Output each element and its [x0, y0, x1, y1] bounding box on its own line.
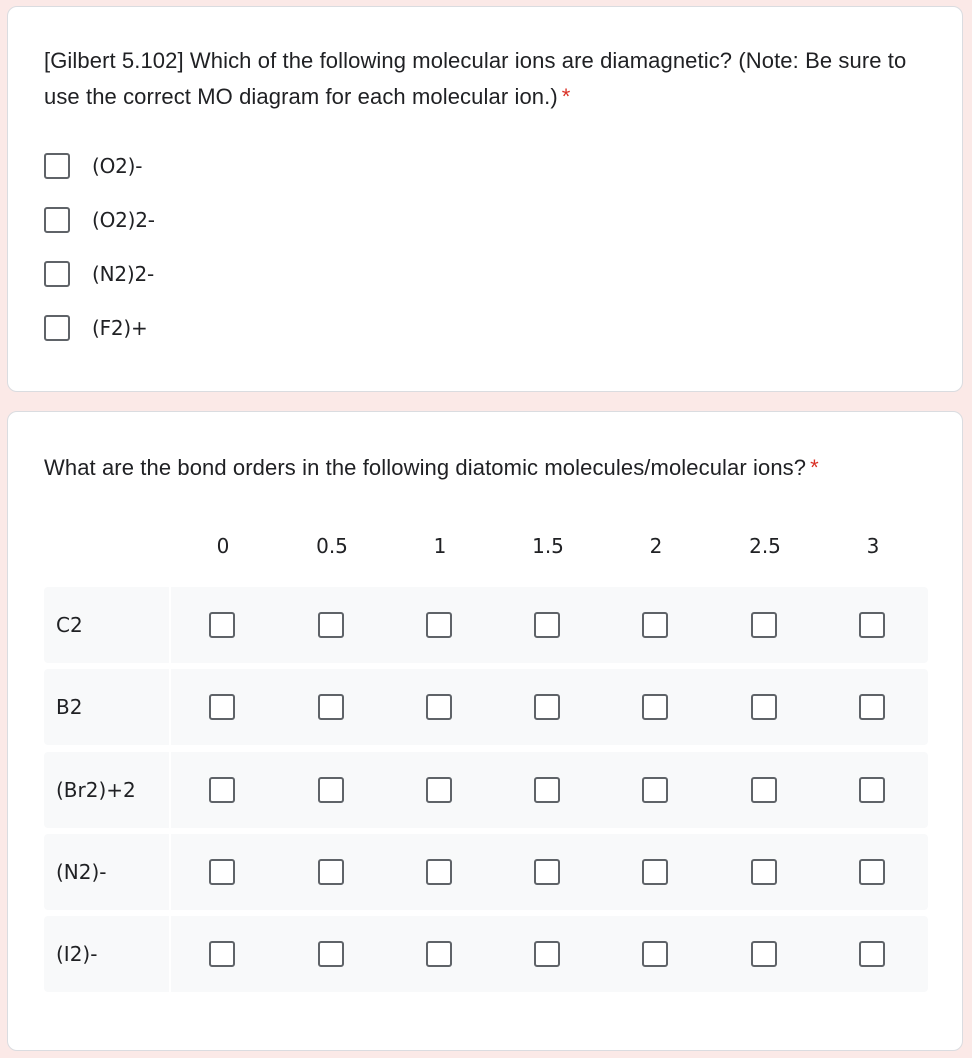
grid-row [44, 669, 928, 745]
grid-checkbox[interactable] [318, 777, 344, 803]
grid-checkbox[interactable] [642, 612, 668, 638]
grid-checkbox[interactable] [751, 694, 777, 720]
checkbox-option[interactable] [44, 149, 142, 183]
checkbox[interactable] [44, 261, 70, 287]
grid-row [44, 834, 928, 910]
grid-checkbox[interactable] [209, 941, 235, 967]
grid-checkbox[interactable] [751, 777, 777, 803]
option-label: (N2)2- [92, 262, 155, 286]
row-label: (Br2)+2 [56, 778, 136, 802]
row-divider [169, 669, 171, 745]
grid-checkbox[interactable] [859, 859, 885, 885]
grid-checkbox[interactable] [426, 777, 452, 803]
grid-checkbox[interactable] [318, 859, 344, 885]
grid-checkbox[interactable] [426, 612, 452, 638]
row-label: (N2)- [56, 860, 107, 884]
checkbox-option[interactable] [44, 203, 155, 237]
grid-checkbox[interactable] [534, 859, 560, 885]
grid-checkbox[interactable] [859, 694, 885, 720]
row-divider [169, 916, 171, 992]
checkbox-option[interactable] [44, 311, 148, 345]
checkbox[interactable] [44, 153, 70, 179]
grid-checkbox[interactable] [318, 941, 344, 967]
question-card-diamagnetic [7, 6, 963, 392]
row-divider [169, 752, 171, 828]
grid-checkbox[interactable] [642, 694, 668, 720]
grid-checkbox[interactable] [426, 859, 452, 885]
column-header: 3 [866, 534, 880, 558]
option-label: (F2)+ [92, 316, 148, 340]
checkbox[interactable] [44, 207, 70, 233]
grid-checkbox[interactable] [209, 612, 235, 638]
question-title: [Gilbert 5.102] Which of the following molecular ions are diamagnetic? (Note: Be sure to use the correct MO diagram for each molecular ion.) * [44, 48, 907, 109]
grid-checkbox[interactable] [209, 859, 235, 885]
grid-checkbox[interactable] [209, 694, 235, 720]
row-divider [169, 587, 171, 663]
required-asterisk: * [561, 84, 571, 109]
grid-checkbox[interactable] [534, 694, 560, 720]
grid-checkbox[interactable] [534, 777, 560, 803]
question-title: What are the bond orders in the following diatomic molecules/molecular ions? * [44, 455, 819, 480]
grid-checkbox[interactable] [859, 777, 885, 803]
column-header: 1.5 [532, 534, 564, 558]
row-label: (I2)- [56, 942, 98, 966]
grid-checkbox[interactable] [859, 612, 885, 638]
option-label: (O2)- [92, 154, 143, 178]
grid-checkbox[interactable] [318, 694, 344, 720]
grid-checkbox[interactable] [642, 941, 668, 967]
grid-checkbox[interactable] [426, 694, 452, 720]
grid-row [44, 587, 928, 663]
required-asterisk: * [810, 455, 819, 480]
row-divider [169, 834, 171, 910]
grid-checkbox[interactable] [318, 612, 344, 638]
question-card-bond-orders [7, 411, 963, 1051]
option-label: (O2)2- [92, 208, 155, 232]
column-header: 1 [433, 534, 447, 558]
row-label: C2 [56, 613, 83, 637]
column-header: 2 [649, 534, 663, 558]
grid-checkbox[interactable] [534, 941, 560, 967]
column-header: 0 [216, 534, 230, 558]
column-header: 2.5 [749, 534, 781, 558]
grid-checkbox[interactable] [209, 777, 235, 803]
checkbox[interactable] [44, 315, 70, 341]
grid-row [44, 916, 928, 992]
grid-row [44, 752, 928, 828]
row-label: B2 [56, 695, 83, 719]
column-header: 0.5 [316, 534, 348, 558]
grid-checkbox[interactable] [751, 941, 777, 967]
grid-checkbox[interactable] [751, 612, 777, 638]
grid-checkbox[interactable] [426, 941, 452, 967]
checkbox-option[interactable] [44, 257, 154, 291]
grid-checkbox[interactable] [642, 777, 668, 803]
grid-checkbox[interactable] [751, 859, 777, 885]
grid-checkbox[interactable] [642, 859, 668, 885]
grid-checkbox[interactable] [534, 612, 560, 638]
grid-checkbox[interactable] [859, 941, 885, 967]
